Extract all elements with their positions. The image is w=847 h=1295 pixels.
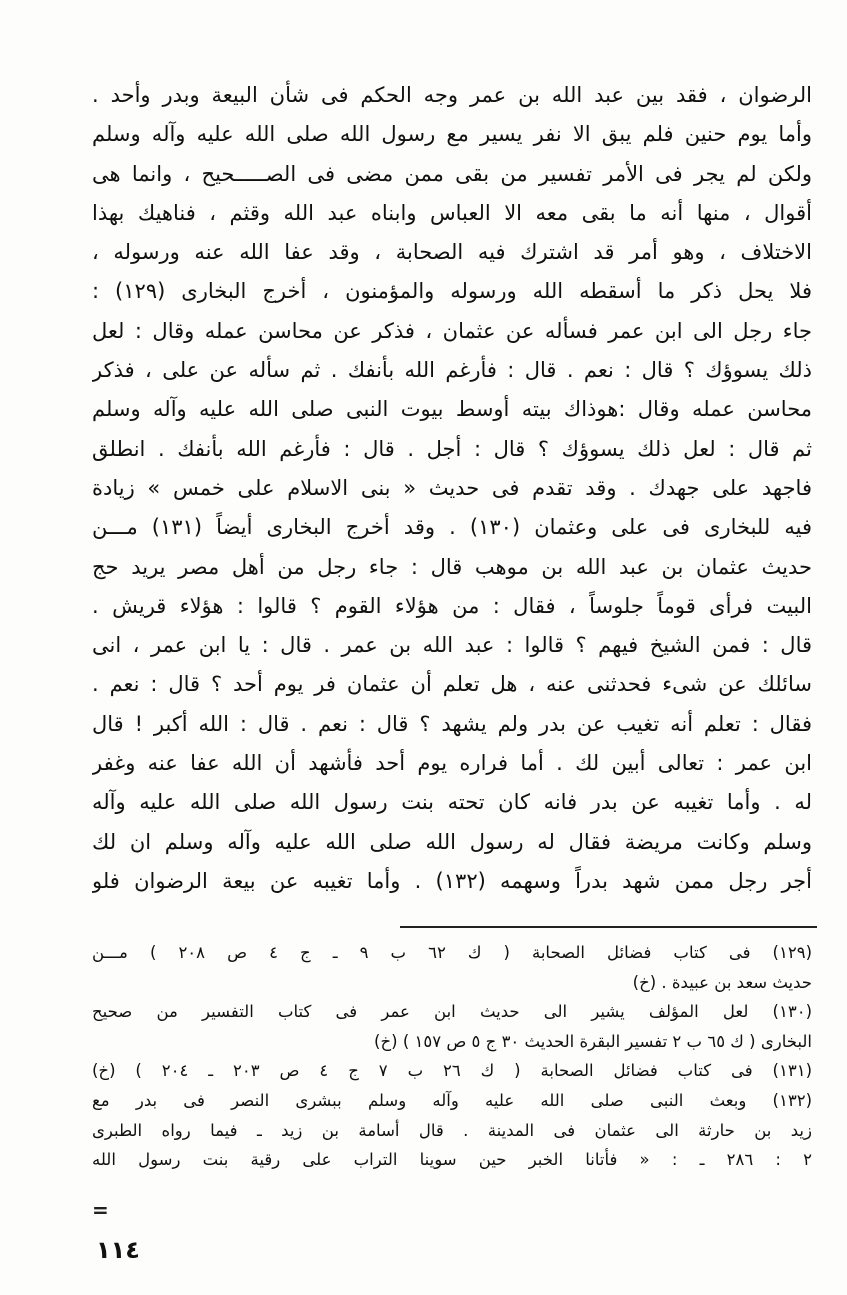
text-line: فاجهد على جهدك . وقد تقدم فى حديث « بنى الاسلام على خمس » زيادة	[92, 475, 812, 500]
text-line: له . وأما تغيبه عن بدر فانه كان تحته بنت رسول الله صلى الله عليه وآله	[92, 790, 812, 815]
footnote-line: ٢ : ٢٨٦ ـ : « فأتانا الخبر حين سوينا التراب على رقية بنت رسول الله	[92, 1150, 812, 1170]
footnote-line: زيد بن حارثة الى عثمان فى المدينة . قال أسامة بن زيد ـ فيما رواه الطبرى	[92, 1120, 812, 1140]
text-line: ابن عمر : تعالى أبين لك . أما فراره يوم أحد فأشهد أن الله عفا عنه وغفر	[92, 751, 812, 776]
text-line: سائلك عن شىء فحدثنى عنه ، هل تعلم أن عثمان فر يوم أحد ؟ قال : نعم .	[92, 672, 812, 697]
text-line: وسلم وكانت مريضة فقال له رسول الله صلى الله عليه وآله وسلم ان لك	[92, 829, 812, 854]
text-line: ولكن لم يجر فى الأمر تفسير من بقى ممن مضى فى الصـــــحيح ، وانما هى	[92, 161, 812, 186]
text-line: وأما يوم حنين فلم يبق الا نفر يسير مع رسول الله صلى الله عليه وآله وسلم	[92, 122, 812, 147]
footnote-line: البخارى ( ك ٦٥ ب ٢ تفسير البقرة الحديث ٣٠ ج ٥ ص ١٥٧ ) (خ)	[374, 1031, 812, 1051]
text-line: محاسن عمله وقال :هوذاك بيته أوسط بيوت النبى صلى الله عليه وآله وسلم	[92, 397, 812, 422]
text-line: ثم قال : لعل ذلك يسوؤك ؟ قال : أجل . قال : فأرغم الله بأنفك . انطلق	[92, 436, 812, 461]
footnotes	[92, 938, 812, 1175]
footnote-line: (١٢٩) فى كتاب فضائل الصحابة ( ك ٦٢ ب ٩ ـ ج ٤ ص ٢٠٨ ) مـــن	[92, 943, 812, 962]
page-number: ١١٤	[96, 1236, 140, 1264]
text-line: قال : فمن الشيخ فيهم ؟ قالوا : عبد الله بن عمر . قال : يا ابن عمر ، انى	[92, 633, 812, 658]
text-line: أقوال ، منها أنه ما بقى معه الا العباس وابناه عبد الله وقثم ، فناهيك بهذا	[92, 200, 812, 225]
footnote-line: (١٣٢) وبعث النبى صلى الله عليه وآله وسلم ببشرى النصر فى بدر مع	[92, 1090, 812, 1110]
text-line: فلا يحل ذكر ما أسقطه الله ورسوله والمؤمنون ، أخرج البخارى (١٢٩) :	[92, 279, 812, 304]
text-line: الرضوان ، فقد بين عبد الله بن عمر وجه الحكم فى شأن البيعة وبدر وأحد .	[92, 83, 812, 107]
text-line: فقال : تعلم أنه تغيب عن بدر ولم يشهد ؟ قال : نعم . قال : الله أكبر ! قال	[92, 711, 812, 736]
text-line: الاختلاف ، وهو أمر قد اشترك فيه الصحابة ، وقد عفا الله عنه ورسوله ،	[92, 240, 812, 265]
footnote-separator	[400, 926, 817, 928]
text-line: فيه للبخارى فى على وعثمان (١٣٠) . وقد أخرج البخارى أيضاً (١٣١) مـــن	[92, 515, 812, 540]
text-line: حديث عثمان بن عبد الله بن موهب قال : جاء رجل من أهل مصر يريد حج	[92, 554, 812, 579]
main-text	[92, 76, 812, 901]
footnote-line: (١٣٠) لعل المؤلف يشير الى حديث ابن عمر فى كتاب التفسير من صحيح	[92, 1002, 812, 1022]
text-line: أجر رجل ممن شهد بدراً وسهمه (١٣٢) . وأما تغيبه عن بيعة الرضوان فلو	[92, 868, 812, 893]
text-line: البيت فرأى قوماً جلوساً ، فقال : من هؤلاء القوم ؟ قالوا : هؤلاء قريش .	[92, 593, 812, 618]
continuation-mark: =	[92, 1198, 109, 1222]
text-line: ذلك يسوؤك ؟ قال : نعم . قال : فأرغم الله بأنفك . ثم سأله عن على ، فذكر	[92, 358, 812, 383]
footnote-line: (١٣١) فى كتاب فضائل الصحابة ( ك ٢٦ ب ٧ ج ٤ ص ٢٠٣ ـ ٢٠٤ ) (خ)	[92, 1061, 812, 1081]
text-line: جاء رجل الى ابن عمر فسأله عن عثمان ، فذكر عن محاسن عمله وقال : لعل	[92, 318, 812, 343]
footnote-line: حديث سعد بن عبيدة . (خ)	[632, 972, 812, 992]
